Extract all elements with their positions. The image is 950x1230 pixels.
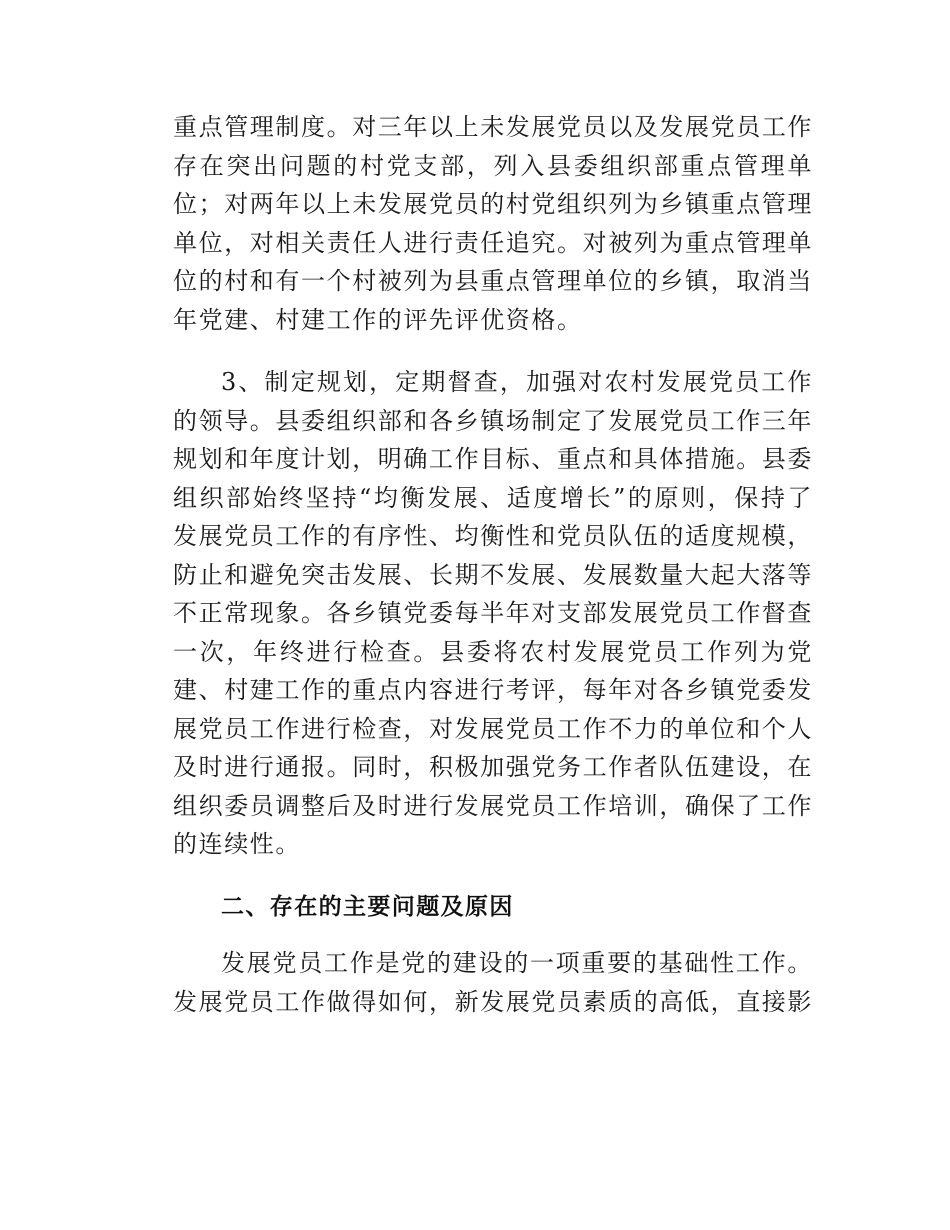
section-heading-problems: 二、存在的主要问题及原因 xyxy=(221,893,514,920)
paragraph-planning-supervision: 3、制定规划，定期督查，加强对农村发展党员工作的领导。县委组织部和各乡镇场制定了发展党员工作三年规划和年度计划，明确工作目标、重点和具体措施。县委组织部始终坚持“均衡发展、适度增长”的原则，保持了发展党员工作的有序性、均衡性和党员队伍的适度规模，防止和避免突击发展、长期不发展、发展数量大起大落等不正常现象。各乡镇党委每半年对支部发展党员工作督查一次，年终进行检查。县委将农村发展党员工作列为党建、村建工作的重点内容进行考评，每年对各乡镇党委发展党员工作进行检查，对发展党员工作不力的单位和个人及时进行通报。同时，积极加强党务工作者队伍建设，在组织委员调整后及时进行发展党员工作培训，确保了工作的连续性。 xyxy=(173,368,813,858)
document-body xyxy=(173,108,813,1021)
paragraph-problems-intro: 发展党员工作是党的建设的一项重要的基础性工作。发展党员工作做得如何，新发展党员素质的高低，直接影 xyxy=(173,949,813,1016)
paragraph-management-system: 重点管理制度。对三年以上未发展党员以及发展党员工作存在突出问题的村党支部，列入县委组织部重点管理单位；对两年以上未发展党员的村党组织列为乡镇重点管理单位，对相关责任人进行责任追究。对被列为重点管理单位的村和有一个村被列为县重点管理单位的乡镇，取消当年党建、村建工作的评先评优资格。 xyxy=(173,113,813,334)
